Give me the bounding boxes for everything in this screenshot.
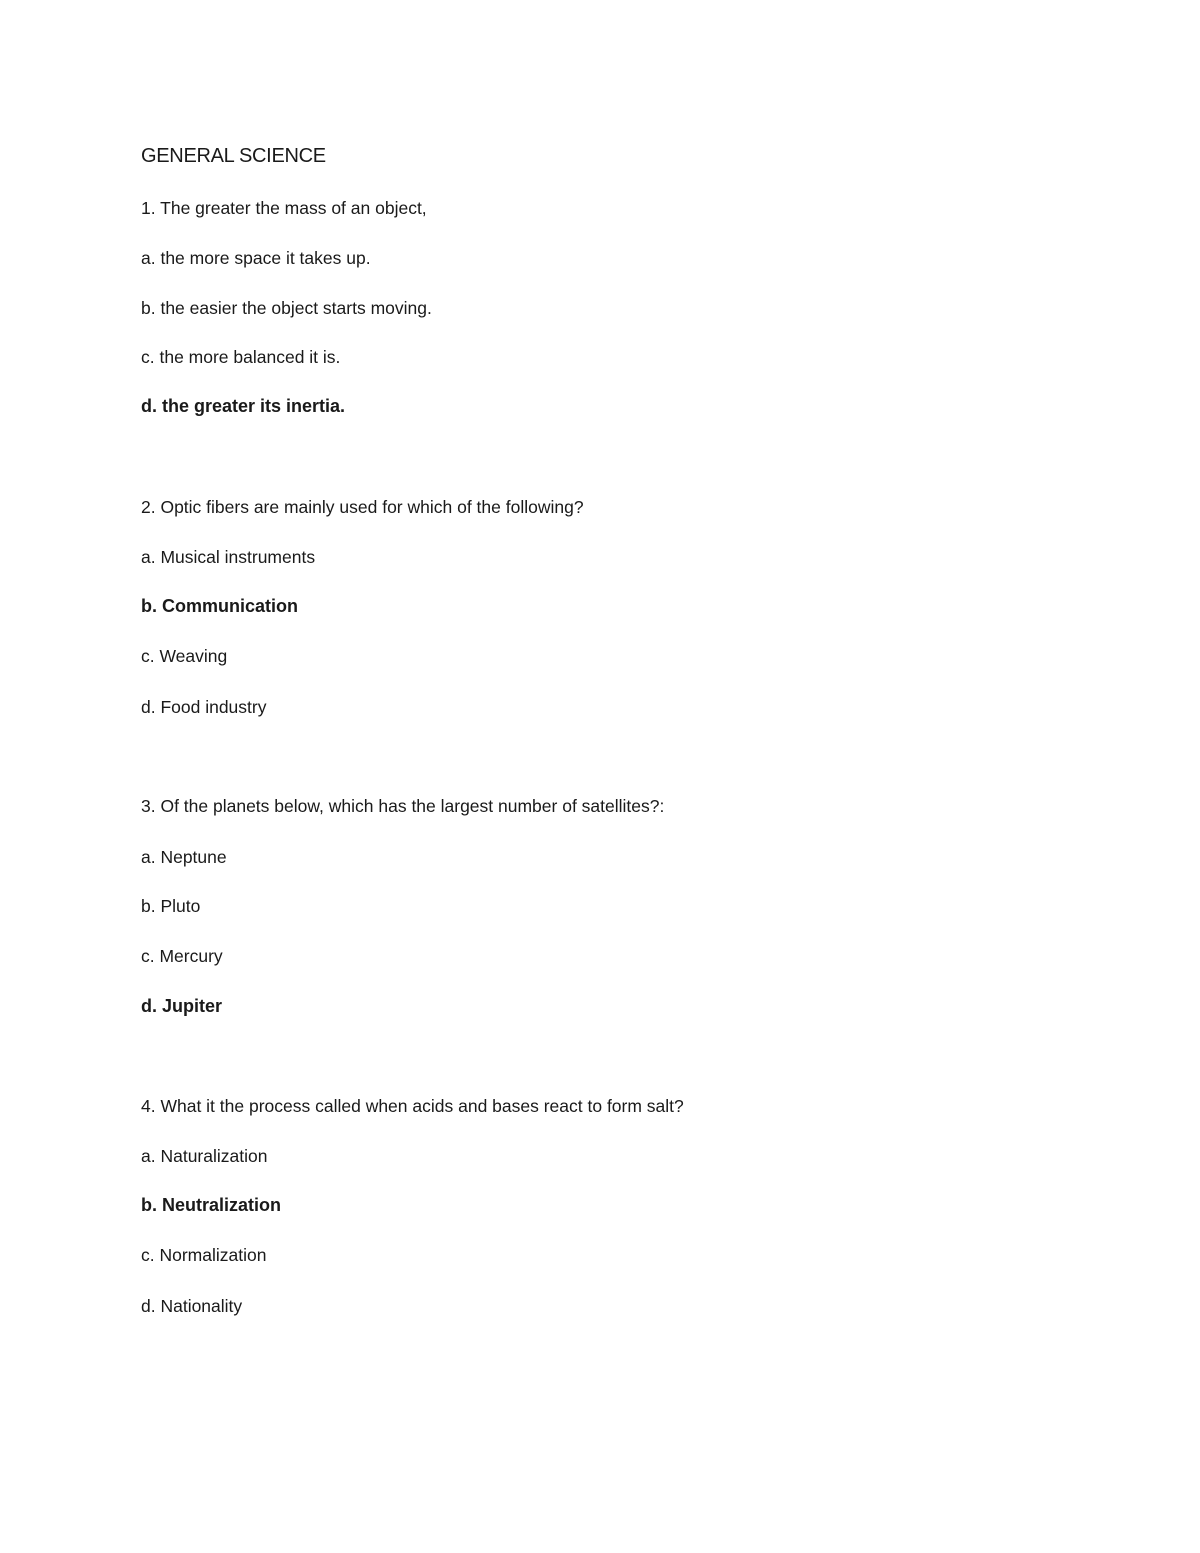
question-1-option-b: b. the easier the object starts moving.	[141, 298, 432, 318]
question-1-option-d-answer: d. the greater its inertia.	[141, 396, 346, 416]
question-3-option-c: c. Mercury	[141, 946, 223, 966]
question-4-option-d: d. Nationality	[141, 1296, 243, 1316]
question-2-option-d: d. Food industry	[141, 697, 267, 717]
question-1-text: 1. The greater the mass of an object,	[141, 198, 427, 218]
question-2-option-a: a. Musical instruments	[141, 547, 316, 567]
question-4-option-c: c. Normalization	[141, 1245, 267, 1265]
page-title: GENERAL SCIENCE	[141, 145, 326, 167]
question-4-option-b-answer: b. Neutralization	[141, 1195, 282, 1215]
question-2-text: 2. Optic fibers are mainly used for which of the following?	[141, 497, 584, 517]
question-3-option-a: a. Neptune	[141, 847, 227, 867]
question-3-text: 3. Of the planets below, which has the largest number of satellites?:	[141, 796, 665, 816]
question-2-option-b-answer: b. Communication	[141, 596, 298, 616]
question-4-text: 4. What it the process called when acids and bases react to form salt?	[141, 1096, 684, 1116]
question-3-option-d-answer: d. Jupiter	[141, 996, 223, 1016]
question-4-option-a: a. Naturalization	[141, 1146, 268, 1166]
question-3-option-b: b. Pluto	[141, 896, 201, 916]
question-1-option-a: a. the more space it takes up.	[141, 248, 371, 268]
question-2-option-c: c. Weaving	[141, 646, 228, 666]
question-1-option-c: c. the more balanced it is.	[141, 347, 341, 367]
